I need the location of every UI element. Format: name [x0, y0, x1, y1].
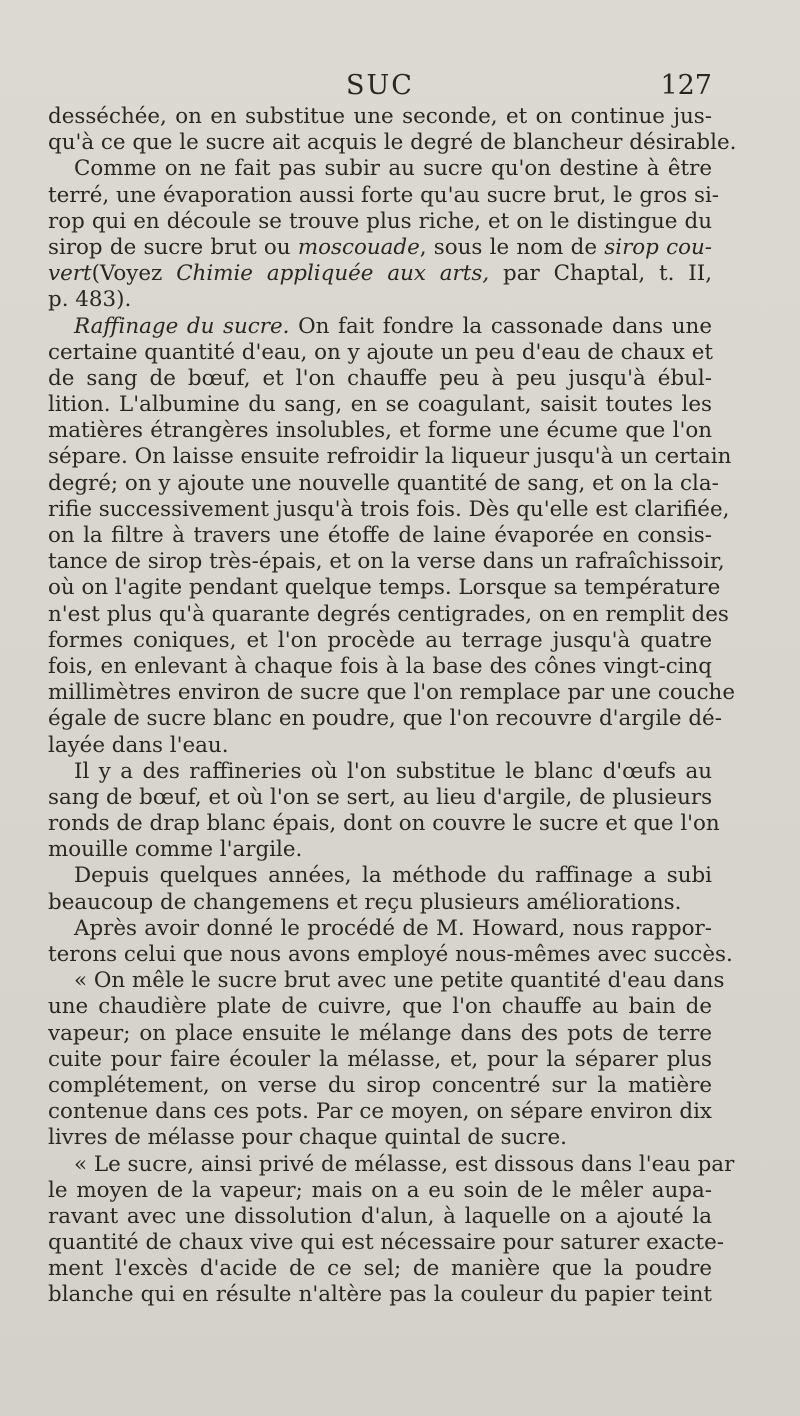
text-line: contenue dans ces pots. Par ce moyen, on sépare environ dix [48, 1099, 712, 1125]
page-header [48, 66, 712, 106]
text-line: rifie successivement jusqu'à trois fois. Dès qu'elle est clarifiée, [48, 496, 730, 522]
text-line: matières étrangères insolubles, et forme une écume que l'on [48, 418, 712, 444]
text-line: degré; on y ajoute une nouvelle quantité de sang, et on la cla- [48, 470, 719, 496]
text-line: Comme on ne fait pas subir au sucre qu'on destine à être [74, 156, 712, 182]
text-line: terons celui que nous avons employé nous-mêmes avec succès. [48, 942, 733, 967]
text-line: de sang de bœuf, et l'on chauffe peu à peu jusqu'à ébul- [48, 365, 712, 391]
text-line: où on l'agite pendant quelque temps. Lorsque sa température [48, 575, 721, 601]
text-line: qu'à ce que le sucre ait acquis le degré de blancheur désirable. [48, 130, 737, 156]
text-line: vapeur; on place ensuite le mélange dans des pots de terre [48, 1020, 712, 1046]
text-line: une chaudière plate de cuivre, que l'on chauffe au bain de [48, 994, 712, 1020]
text-line: certaine quantité d'eau, on y ajoute un peu d'eau de chaux et [48, 339, 713, 365]
text-line: n'est plus qu'à quarante degrés centigrades, on en remplit des [48, 601, 729, 627]
text-line: ravant avec une dissolution d'alun, à laquelle on a ajouté la [48, 1203, 712, 1229]
text-line: sépare. On laisse ensuite refroidir la liqueur jusqu'à un certain [48, 444, 732, 470]
text-line: le moyen de la vapeur; mais on a eu soin de le mêler aupa- [48, 1177, 712, 1203]
text-line: Depuis quelques années, la méthode du raffinage a subi [74, 863, 712, 889]
text-line: Raffinage du sucre. On fait fondre la cassonade dans une [74, 313, 712, 339]
text-line: fois, en enlevant à chaque fois à la base des cônes vingt-cinq [48, 653, 712, 679]
text-line: on la filtre à travers une étoffe de laine évaporée en consis- [48, 523, 712, 548]
text-line: Il y a des raffineries où l'on substitue le blanc d'œufs au [74, 758, 712, 784]
text-line: formes coniques, et l'on procède au terrage jusqu'à quatre [48, 627, 712, 653]
text-line: cuite pour faire écouler la mélasse, et, pour la séparer plus [48, 1046, 712, 1072]
running-head: SUC [346, 70, 414, 101]
text-line: complétement, on verse du sirop concentré sur la matière [48, 1072, 712, 1098]
section-heading: Raffinage du sucre. [74, 313, 290, 339]
page-number: 127 [660, 70, 712, 101]
text-line: ment l'excès d'acide de ce sel; de manière que la poudre [48, 1256, 712, 1282]
text-line: rop qui en découle se trouve plus riche, et on le distingue du [48, 208, 712, 234]
text-line: « Le sucre, ainsi privé de mélasse, est dissous dans l'eau par [74, 1151, 735, 1177]
text-line: tance de sirop très-épais, et on la verse dans un rafraîchissoir, [48, 549, 725, 575]
text-line: égale de sucre blanc en poudre, que l'on recouvre d'argile dé- [48, 706, 722, 732]
text-line: quantité de chaux vive qui est nécessaire pour saturer exacte- [48, 1230, 725, 1256]
text-line: livres de mélasse pour chaque quintal de sucre. [48, 1125, 567, 1151]
text-line: layée dans l'eau. [48, 732, 229, 758]
text-line: vert(Voyez Chimie appliquée aux arts, par Chaptal, t. II, [48, 261, 712, 287]
text-line: p. 483). [48, 287, 132, 313]
body-text [48, 104, 737, 1309]
text-line: terré, une évaporation aussi forte qu'au sucre brut, le gros si- [48, 182, 720, 208]
text-line: mouille comme l'argile. [48, 837, 303, 863]
text-line: Après avoir donné le procédé de M. Howard, nous rappor- [74, 915, 712, 941]
text-line: blanche qui en résulte n'altère pas la couleur du papier teint [48, 1282, 712, 1308]
text-line: ronds de drap blanc épais, dont on couvre le sucre et que l'on [48, 811, 720, 837]
text-line: « On mêle le sucre brut avec une petite quantité d'eau dans [74, 968, 725, 994]
text-line: sirop de sucre brut ou moscouade, sous le nom de sirop cou- [48, 234, 712, 260]
text-line: beaucoup de changemens et reçu plusieurs améliorations. [48, 889, 682, 915]
text-line: sang de bœuf, et où l'on se sert, au lieu d'argile, de plusieurs [48, 784, 713, 810]
text-line: desséchée, on en substitue une seconde, et on continue jus- [48, 104, 712, 129]
text-line: lition. L'albumine du sang, en se coagulant, saisit toutes les [48, 392, 712, 418]
text-line: millimètres environ de sucre que l'on remplace par une couche [48, 680, 735, 706]
